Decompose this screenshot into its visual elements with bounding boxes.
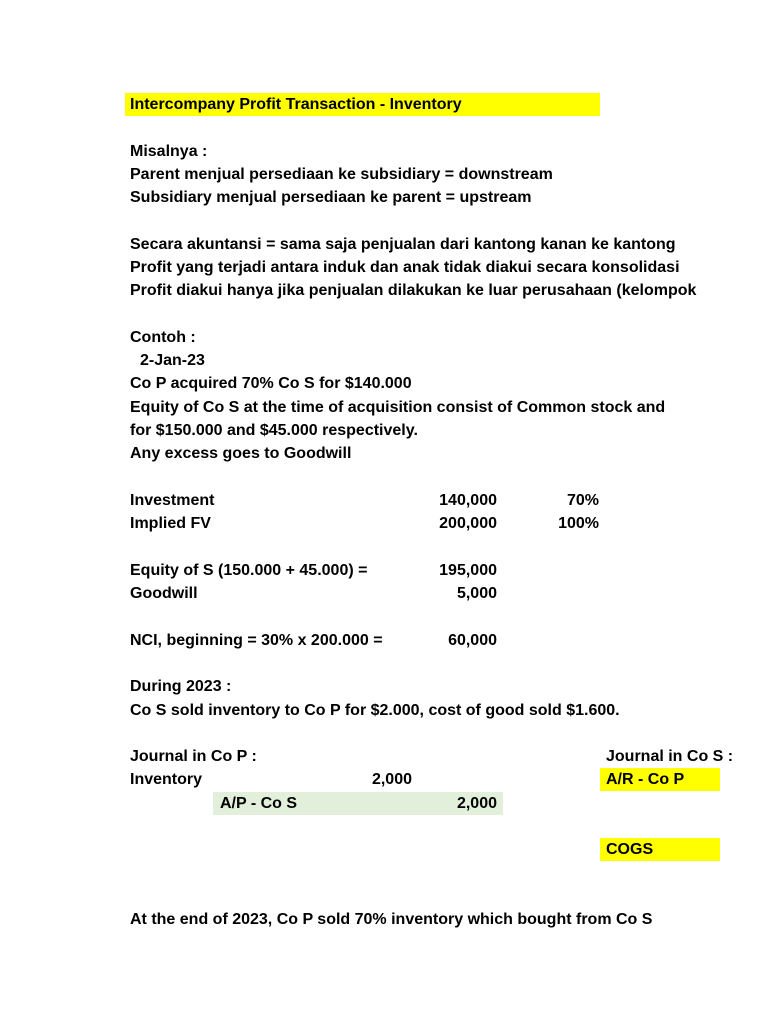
journal-p-debit-account: Inventory bbox=[130, 771, 203, 788]
journal-s-cogs-row bbox=[600, 838, 720, 861]
principle-line-2: Profit yang terjadi antara induk dan anak tidak diakui secara konsolidasi bbox=[130, 259, 680, 276]
intro-line-upstream: Subsidiary menjual persediaan ke parent = upstream bbox=[130, 189, 532, 206]
goodwill-label: Goodwill bbox=[130, 585, 198, 602]
example-line-2: Equity of Co S at the time of acquisition consist of Common stock and bbox=[130, 399, 666, 416]
equity-label: Equity of S (150.000 + 45.000) = bbox=[130, 562, 368, 579]
journal-p-credit-amount: 2,000 bbox=[456, 795, 497, 812]
journal-s-cogs: COGS bbox=[606, 841, 654, 858]
journal-p-credit-row bbox=[213, 792, 503, 815]
journal-p-credit-account: A/P - Co S bbox=[220, 795, 298, 812]
journal-p-debit-amount: 2,000 bbox=[371, 771, 412, 788]
end-of-year-line: At the end of 2023, Co P sold 70% inventory which bought from Co S bbox=[130, 911, 653, 928]
investment-value: 140,000 bbox=[439, 492, 497, 509]
equity-value: 195,000 bbox=[439, 562, 497, 579]
example-line-4: Any excess goes to Goodwill bbox=[130, 445, 352, 462]
investment-percent: 70% bbox=[566, 492, 599, 509]
during-line: Co S sold inventory to Co P for $2.000, cost of good sold $1.600. bbox=[130, 702, 620, 719]
intro-line-downstream: Parent menjual persediaan ke subsidiary = downstream bbox=[130, 166, 553, 183]
example-label: Contoh : bbox=[130, 329, 196, 346]
journal-s-debit-row bbox=[600, 768, 720, 791]
principle-line-3: Profit diakui hanya jika penjualan dilakukan ke luar perusahaan (kelompok bbox=[130, 282, 697, 299]
nci-value: 60,000 bbox=[448, 632, 497, 649]
implied-fv-percent: 100% bbox=[558, 515, 599, 532]
investment-label: Investment bbox=[130, 492, 215, 509]
journal-s-debit-account: A/R - Co P bbox=[606, 771, 685, 788]
example-line-3: for $150.000 and $45.000 respectively. bbox=[130, 422, 418, 439]
goodwill-value: 5,000 bbox=[456, 585, 497, 602]
page-title: Intercompany Profit Transaction - Inventory bbox=[130, 96, 462, 113]
journal-p-header: Journal in Co P : bbox=[130, 748, 257, 765]
during-label: During 2023 : bbox=[130, 678, 232, 695]
title-cell bbox=[125, 93, 600, 116]
journal-s-header: Journal in Co S : bbox=[606, 748, 734, 765]
example-line-1: Co P acquired 70% Co S for $140.000 bbox=[130, 375, 412, 392]
implied-fv-label: Implied FV bbox=[130, 515, 211, 532]
nci-label: NCI, beginning = 30% x 200.000 = bbox=[130, 632, 383, 649]
example-date: 2-Jan-23 bbox=[140, 352, 205, 369]
implied-fv-value: 200,000 bbox=[439, 515, 497, 532]
principle-line-1: Secara akuntansi = sama saja penjualan dari kantong kanan ke kantong bbox=[130, 236, 676, 253]
intro-label: Misalnya : bbox=[130, 143, 208, 160]
